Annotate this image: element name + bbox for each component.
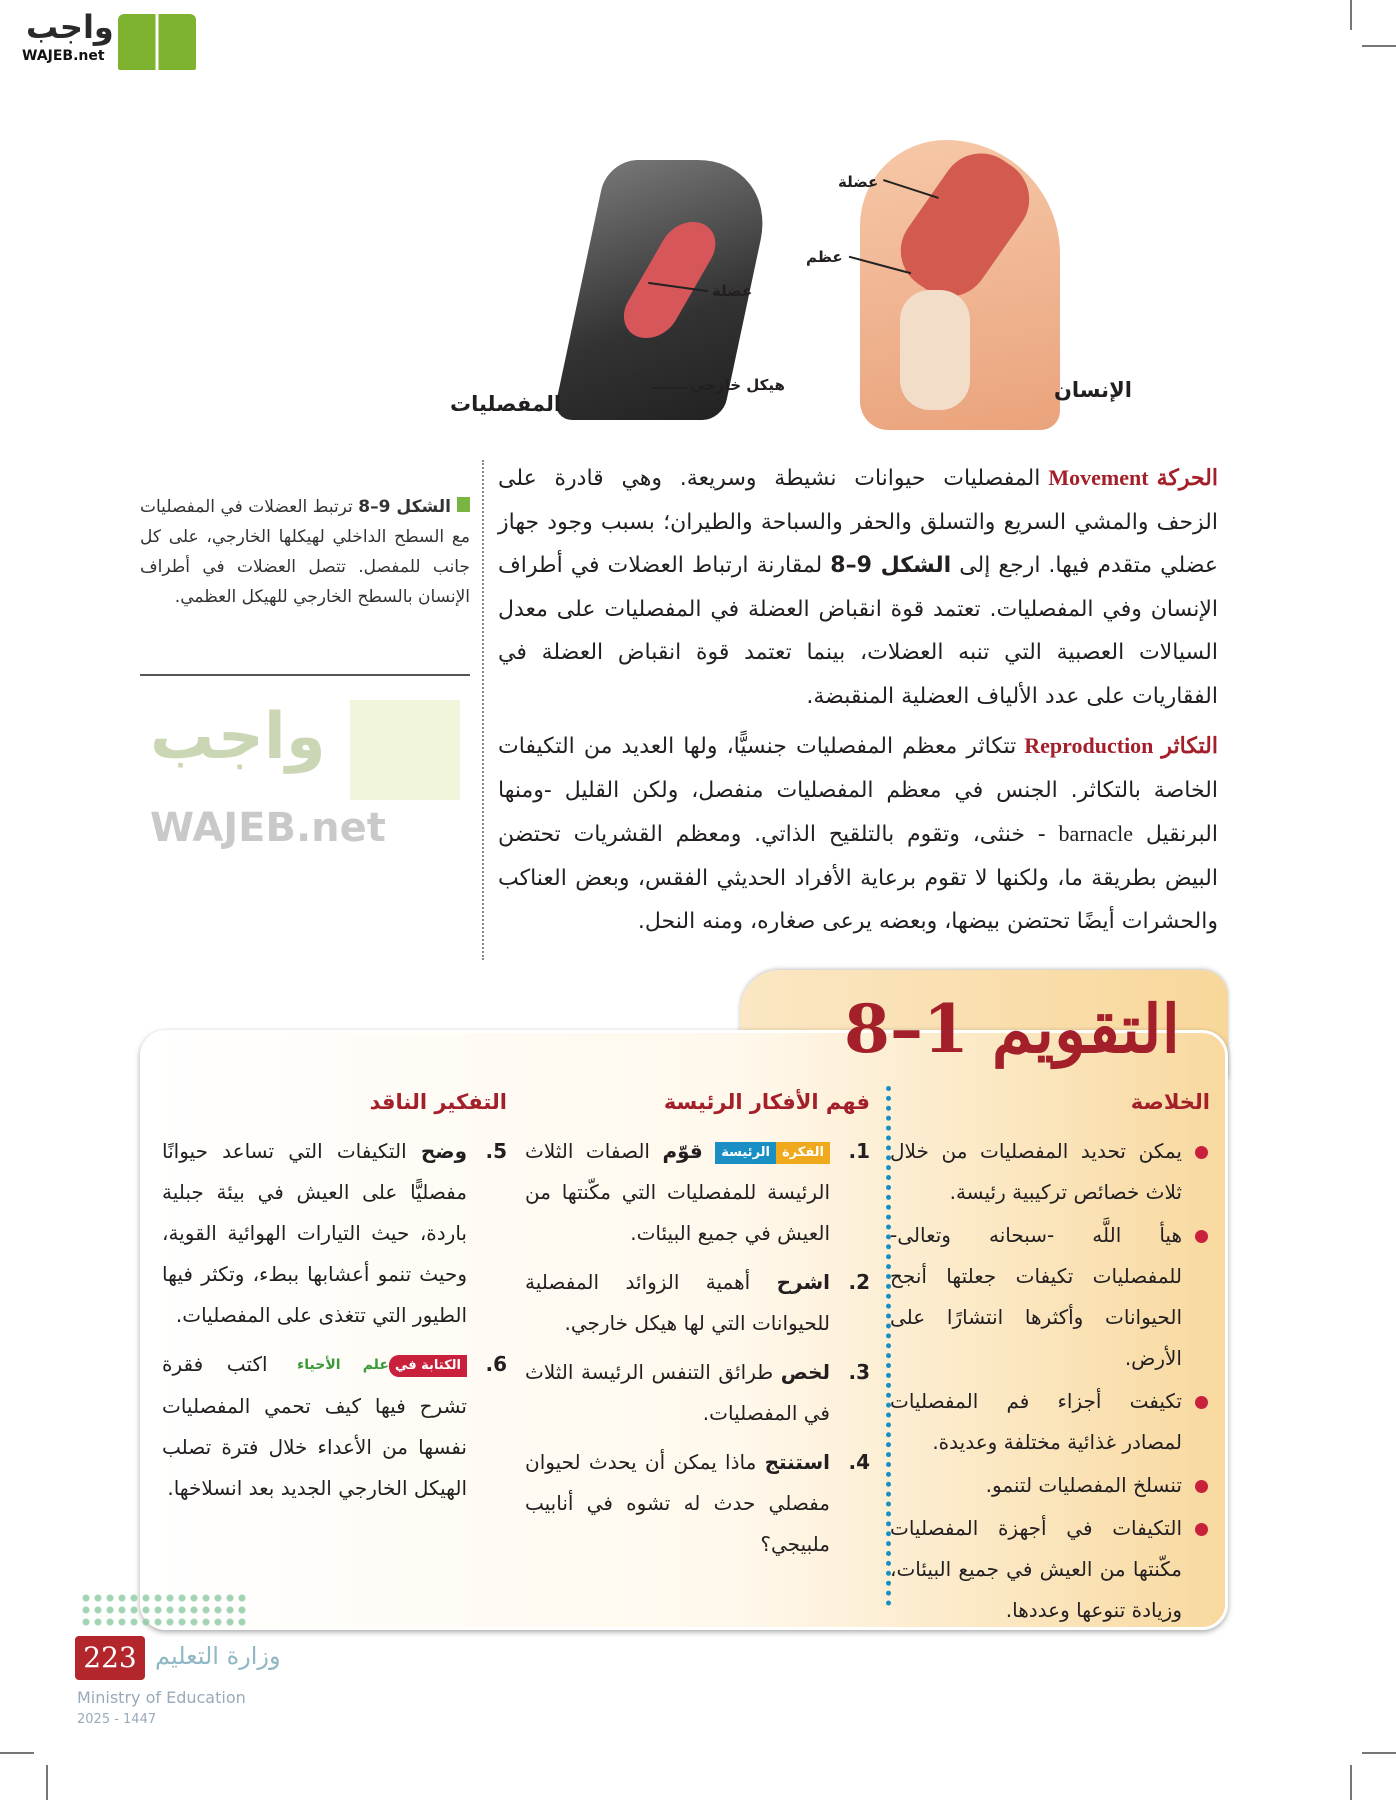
question-2 (525, 1262, 870, 1344)
page-number: 223 (75, 1636, 145, 1680)
logo-english: WAJEB.net (22, 48, 105, 64)
crop-mark (1350, 1765, 1352, 1800)
question-text: ماذا يمكن أن يحدث لحيوان مفصلي حدث له تشوه في أنابيب ملبيجي؟ (525, 1450, 830, 1556)
figure-title-human: الإنسان (1054, 378, 1132, 402)
column-divider (482, 460, 484, 960)
reproduction-text-1: تتكاثر معظم المفصليات جنسيًّا، ولها العديد من التكيفات الخاصة بالتكاثر. الجنس في معظم المفصليات منفصل، ولكن القليل -ومنها البرنقيل (498, 734, 1218, 847)
label-muscle-arthropod: عضلة (712, 282, 753, 300)
movement-text-1: المفصليات حيوانات نشيطة وسريعة. وهي قادرة على الزحف والمشي السريع والتسلق والحفر والسباحة والطيران؛ بسبب وجود جهاز عضلي متقدم فيها. ارجع إلى (498, 466, 1218, 578)
crop-mark (1362, 1752, 1396, 1754)
question-verb: لخص (780, 1360, 831, 1384)
caption-divider (140, 674, 470, 676)
book-icon (118, 14, 196, 70)
leader-line (652, 387, 688, 389)
question-number: 4. (848, 1450, 870, 1474)
biology-tag: علم الأحياء (297, 1357, 389, 1373)
critical-thinking-column (162, 1082, 507, 1517)
question-verb: استنتج (764, 1450, 830, 1474)
question-verb: قوّم (662, 1139, 703, 1163)
ministry-english: Ministry of Education (77, 1688, 246, 1707)
summary-heading: الخلاصة (1130, 1090, 1210, 1114)
figure-caption (140, 492, 470, 612)
question-verb: وضح (420, 1139, 467, 1163)
question-4 (525, 1442, 870, 1565)
review-title: التقويم 1–8 (844, 990, 1180, 1068)
human-knee-image (860, 140, 1060, 430)
main-ideas-column (525, 1082, 870, 1573)
question-5 (162, 1131, 507, 1336)
watermark-english: WAJEB.net (150, 805, 386, 851)
wajeb-watermark (150, 700, 470, 870)
wajeb-logo[interactable] (10, 8, 190, 68)
question-number: 2. (848, 1270, 870, 1294)
summary-bullet: هيأ اللَّه -سبحانه وتعالى- للمفصليات تكيفات جعلتها أنجح الحيوانات وأكثرها انتشارًا على الأرض. (890, 1215, 1210, 1379)
critical-thinking-heading: التفكير الناقد (369, 1090, 507, 1114)
ministry-arabic: وزارة التعليم (155, 1642, 281, 1670)
figure-reference[interactable]: الشكل 9–8 (830, 553, 952, 578)
crop-mark (1350, 0, 1352, 30)
writing-tag: الكتابة في (389, 1355, 467, 1377)
summary-bullet: تكيفت أجزاء فم المفصليات لمصادر غذائية مختلفة وعديدة. (890, 1381, 1210, 1463)
edition-year: 2025 - 1447 (77, 1712, 157, 1727)
summary-bullet: تنسلخ المفصليات لتنمو. (890, 1465, 1210, 1506)
reproduction-heading: التكاثر (1161, 733, 1218, 759)
main-idea-tag: الفكرة (776, 1142, 830, 1164)
figure-title-arthropods: المفصليات (450, 392, 562, 416)
question-text: الصفات الثلاث الرئيسة للمفصليات التي مكّنتها من العيش في جميع البيئات. (525, 1139, 830, 1245)
question-text: اكتب فقرة تشرح فيها كيف تحمي المفصليات نفسها من الأعداء خلال فترة تصلب الهيكل الخارجي الجديد بعد انسلاخها. (162, 1352, 467, 1500)
question-number: 5. (485, 1139, 507, 1163)
caption-label: الشكل 9–8 (358, 497, 451, 517)
question-number: 1. (848, 1139, 870, 1163)
reproduction-text-2: - خنثى، وتقوم بالتلقيح الذاتي. ومعظم القشريات تحتضن البيض بطريقة ما، ولكنها لا تقوم برعاية الأفراد الحديثي الفقس، وبعض العناكب والحشرات أيضًا تحتضن بيضها، وبعضه يرعى صغاره، ومنه النحل. (498, 822, 1218, 934)
question-text: طرائق التنفس الرئيسة الثلاث في المفصليات. (525, 1360, 830, 1425)
barnacle-term: barnacle (1058, 821, 1134, 846)
question-number: 3. (848, 1360, 870, 1384)
caption-marker-icon (457, 497, 470, 512)
movement-paragraph (498, 456, 1218, 718)
question-number: 6. (485, 1352, 507, 1376)
caption-text: ترتبط العضلات في المفصليات مع السطح الداخلي لهيكلها الخارجي، على كل جانب للمفصل. تتصل العضلات في أطراف الإنسان بالسطح الخارجي للهيكل العظمي. (140, 497, 470, 607)
question-verb: اشرح (776, 1270, 830, 1294)
question-6 (162, 1344, 507, 1509)
main-text (498, 456, 1218, 944)
reproduction-paragraph (498, 724, 1218, 944)
crop-mark (1362, 45, 1396, 47)
ministry-dots-icon (80, 1592, 250, 1626)
label-exoskeleton: هيكل خارجي (690, 376, 785, 394)
main-ideas-heading: فهم الأفكار الرئيسة (663, 1090, 870, 1114)
summary-column (890, 1082, 1210, 1633)
label-bone: عظم (806, 248, 843, 266)
reproduction-heading-en: Reproduction (1024, 733, 1154, 758)
watermark-arabic: واجب (150, 700, 326, 774)
movement-text-2: لمقارنة ارتباط العضلات في أطراف الإنسان وفي المفصليات. تعتمد قوة انقباض العضلة في المفصليات على معدل السيالات العصبية التي تنبه العضلات، بينما تعتمد قوة انقباض العضلة في الفقاريات على عدد الألياف العضلية المنقبضة. (498, 553, 1218, 709)
summary-bullet: التكيفات في أجهزة المفصليات مكّنتها من العيش في جميع البيئات، وزيادة تنوعها وعددها. (890, 1508, 1210, 1631)
summary-bullet: يمكن تحديد المفصليات من خلال ثلاث خصائص تركيبية رئيسة. (890, 1131, 1210, 1213)
main-idea-tag: الرئيسة (715, 1142, 776, 1164)
question-3 (525, 1352, 870, 1434)
movement-heading-en: Movement (1048, 465, 1149, 490)
question-text: أهمية الزوائد المفصلية للحيوانات التي لها هيكل خارجي. (525, 1270, 830, 1335)
crop-mark (46, 1765, 48, 1800)
crop-mark (0, 1752, 34, 1754)
movement-heading: الحركة (1156, 465, 1218, 491)
logo-arabic: واجب (26, 8, 114, 46)
question-1 (525, 1131, 870, 1254)
ministry-logo (75, 1592, 335, 1742)
question-text: التكيفات التي تساعد حيوانًا مفصليًّا على العيش في بيئة جبلية باردة، حيث التيارات الهوائية القوية، وحيث تنمو أعشابها ببطء، وتكثر فيها الطيور التي تتغذى على المفصليات. (162, 1139, 467, 1327)
label-muscle-human: عضلة (838, 173, 879, 191)
